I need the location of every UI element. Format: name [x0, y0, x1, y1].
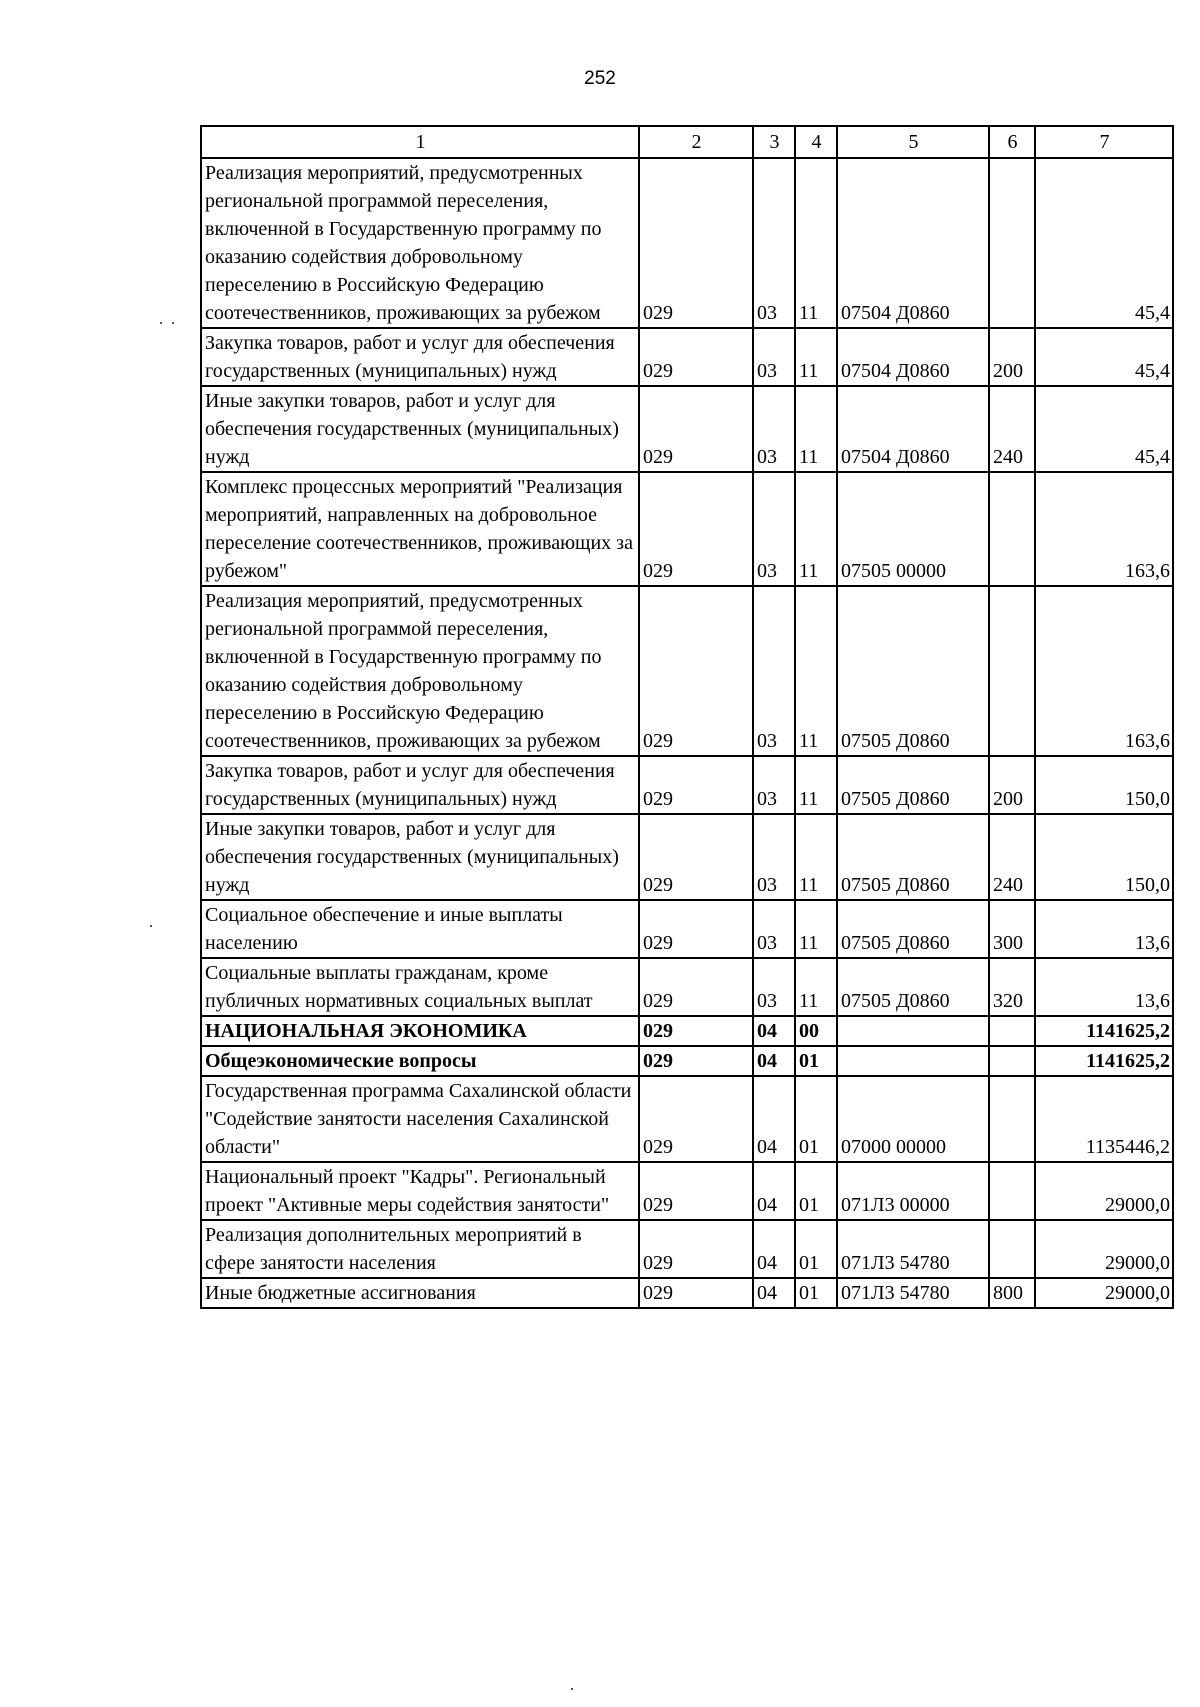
row-code-target: 07504 Д0860: [837, 386, 989, 472]
row-code-part: 04: [753, 1278, 795, 1308]
row-code-expense-type: 320: [989, 958, 1035, 1016]
row-code-part: 04: [753, 1016, 795, 1046]
row-code-expense-type: [989, 1046, 1035, 1076]
row-code-part: 04: [753, 1046, 795, 1076]
row-code-subpart: 01: [795, 1076, 837, 1162]
row-code-expense-type: [989, 586, 1035, 756]
row-code-target: 071Л3 00000: [837, 1162, 989, 1220]
row-name: Социальное обеспечение и иные выплаты населению: [201, 900, 639, 958]
row-amount: 29000,0: [1035, 1278, 1173, 1308]
table-row: [201, 472, 1173, 586]
row-amount: 29000,0: [1035, 1220, 1173, 1278]
row-amount: 1135446,2: [1035, 1076, 1173, 1162]
row-amount: 1141625,2: [1035, 1016, 1173, 1046]
row-code-expense-type: 200: [989, 756, 1035, 814]
row-code-part: 03: [753, 158, 795, 328]
row-amount: 45,4: [1035, 328, 1173, 386]
row-code-section: 029: [639, 1278, 753, 1308]
row-name: Иные закупки товаров, работ и услуг для обеспечения государственных (муниципальных) нужд: [201, 814, 639, 900]
row-code-section: 029: [639, 1076, 753, 1162]
row-code-subpart: 11: [795, 328, 837, 386]
table-row: [201, 756, 1173, 814]
table-row: [201, 1016, 1173, 1046]
row-name: Реализация дополнительных мероприятий в сфере занятости населения: [201, 1220, 639, 1278]
row-amount: 150,0: [1035, 756, 1173, 814]
row-amount: 1141625,2: [1035, 1046, 1173, 1076]
row-amount: 150,0: [1035, 814, 1173, 900]
row-code-section: 029: [639, 1220, 753, 1278]
row-code-target: [837, 1016, 989, 1046]
column-header: 7: [1035, 126, 1173, 158]
row-code-section: 029: [639, 814, 753, 900]
row-amount: 13,6: [1035, 900, 1173, 958]
row-code-subpart: 11: [795, 900, 837, 958]
row-code-target: 07505 Д0860: [837, 756, 989, 814]
row-code-part: 03: [753, 900, 795, 958]
row-name: Социальные выплаты гражданам, кроме публичных нормативных социальных выплат: [201, 958, 639, 1016]
row-code-subpart: 01: [795, 1046, 837, 1076]
row-code-target: 07505 Д0860: [837, 958, 989, 1016]
row-name: Национальный проект "Кадры". Региональный проект "Активные меры содействия занятости": [201, 1162, 639, 1220]
row-code-subpart: 11: [795, 472, 837, 586]
row-code-expense-type: [989, 1162, 1035, 1220]
column-header: 3: [753, 126, 795, 158]
row-name: Закупка товаров, работ и услуг для обеспечения государственных (муниципальных) нужд: [201, 756, 639, 814]
row-code-expense-type: 200: [989, 328, 1035, 386]
row-name: Государственная программа Сахалинской области "Содействие занятости населения Сахалинской области": [201, 1076, 639, 1162]
table-row: [201, 1046, 1173, 1076]
row-name: НАЦИОНАЛЬНАЯ ЭКОНОМИКА: [201, 1016, 639, 1046]
column-header: 2: [639, 126, 753, 158]
row-code-section: 029: [639, 1016, 753, 1046]
table-row: [201, 158, 1173, 328]
table-row: [201, 814, 1173, 900]
table-row: [201, 1076, 1173, 1162]
row-code-target: 07504 Д0860: [837, 158, 989, 328]
row-code-part: 04: [753, 1220, 795, 1278]
row-code-part: 03: [753, 472, 795, 586]
row-code-section: 029: [639, 158, 753, 328]
row-code-expense-type: 300: [989, 900, 1035, 958]
row-code-target: 07504 Д0860: [837, 328, 989, 386]
table-row: [201, 1162, 1173, 1220]
row-code-expense-type: 240: [989, 814, 1035, 900]
row-code-section: 029: [639, 1162, 753, 1220]
row-amount: 163,6: [1035, 472, 1173, 586]
table-row: [201, 386, 1173, 472]
row-code-section: 029: [639, 472, 753, 586]
column-header: 6: [989, 126, 1035, 158]
row-code-part: 03: [753, 958, 795, 1016]
row-name: Реализация мероприятий, предусмотренных региональной программой переселения, включенной в Государственную программу по оказанию содействия добровольному переселению в Российскую Федерацию соотечественников, проживающих за рубежом: [201, 158, 639, 328]
table-header-row: [201, 126, 1173, 158]
row-code-section: 029: [639, 756, 753, 814]
row-code-part: 03: [753, 386, 795, 472]
row-name: Общеэкономические вопросы: [201, 1046, 639, 1076]
row-name: Комплекс процессных мероприятий "Реализация мероприятий, направленных на добровольное переселение соотечественников, проживающих за рубежом": [201, 472, 639, 586]
table-row: [201, 1278, 1173, 1308]
row-code-expense-type: [989, 1076, 1035, 1162]
column-header: 1: [201, 126, 639, 158]
row-amount: 45,4: [1035, 158, 1173, 328]
row-code-part: 03: [753, 814, 795, 900]
row-code-target: 07505 Д0860: [837, 586, 989, 756]
row-code-subpart: 11: [795, 814, 837, 900]
row-code-expense-type: [989, 158, 1035, 328]
row-code-expense-type: [989, 472, 1035, 586]
row-code-section: 029: [639, 958, 753, 1016]
row-code-subpart: 01: [795, 1220, 837, 1278]
row-code-subpart: 11: [795, 756, 837, 814]
table-row: [201, 1220, 1173, 1278]
row-code-section: 029: [639, 328, 753, 386]
row-code-subpart: 01: [795, 1278, 837, 1308]
row-name: Закупка товаров, работ и услуг для обеспечения государственных (муниципальных) нужд: [201, 328, 639, 386]
row-code-subpart: 11: [795, 386, 837, 472]
row-name: Реализация мероприятий, предусмотренных региональной программой переселения, включенной в Государственную программу по оказанию содействия добровольному переселению в Российскую Федерацию соотечественников, проживающих за рубежом: [201, 586, 639, 756]
row-code-expense-type: [989, 1016, 1035, 1046]
row-code-subpart: 11: [795, 958, 837, 1016]
row-amount: 13,6: [1035, 958, 1173, 1016]
row-code-part: 04: [753, 1162, 795, 1220]
budget-table: [200, 125, 1174, 1309]
row-amount: 29000,0: [1035, 1162, 1173, 1220]
row-code-subpart: 00: [795, 1016, 837, 1046]
row-code-target: 07000 00000: [837, 1076, 989, 1162]
table-row: [201, 900, 1173, 958]
row-code-target: 071Л3 54780: [837, 1278, 989, 1308]
row-code-section: 029: [639, 586, 753, 756]
row-code-target: 07505 Д0860: [837, 814, 989, 900]
row-code-expense-type: 800: [989, 1278, 1035, 1308]
row-name: Иные бюджетные ассигнования: [201, 1278, 639, 1308]
column-header: 4: [795, 126, 837, 158]
row-name: Иные закупки товаров, работ и услуг для обеспечения государственных (муниципальных) нужд: [201, 386, 639, 472]
table-row: [201, 328, 1173, 386]
row-code-section: 029: [639, 386, 753, 472]
row-code-target: [837, 1046, 989, 1076]
row-code-target: 07505 00000: [837, 472, 989, 586]
row-amount: 163,6: [1035, 586, 1173, 756]
row-code-section: 029: [639, 1046, 753, 1076]
table-row: [201, 586, 1173, 756]
row-code-part: 03: [753, 586, 795, 756]
row-code-section: 029: [639, 900, 753, 958]
row-code-subpart: 11: [795, 158, 837, 328]
row-code-expense-type: [989, 1220, 1035, 1278]
row-code-target: 071Л3 54780: [837, 1220, 989, 1278]
row-code-part: 03: [753, 756, 795, 814]
row-amount: 45,4: [1035, 386, 1173, 472]
row-code-target: 07505 Д0860: [837, 900, 989, 958]
page-number: 252: [584, 68, 616, 89]
row-code-part: 03: [753, 328, 795, 386]
table-row: [201, 958, 1173, 1016]
row-code-subpart: 01: [795, 1162, 837, 1220]
row-code-subpart: 11: [795, 586, 837, 756]
row-code-expense-type: 240: [989, 386, 1035, 472]
column-header: 5: [837, 126, 989, 158]
row-code-part: 04: [753, 1076, 795, 1162]
